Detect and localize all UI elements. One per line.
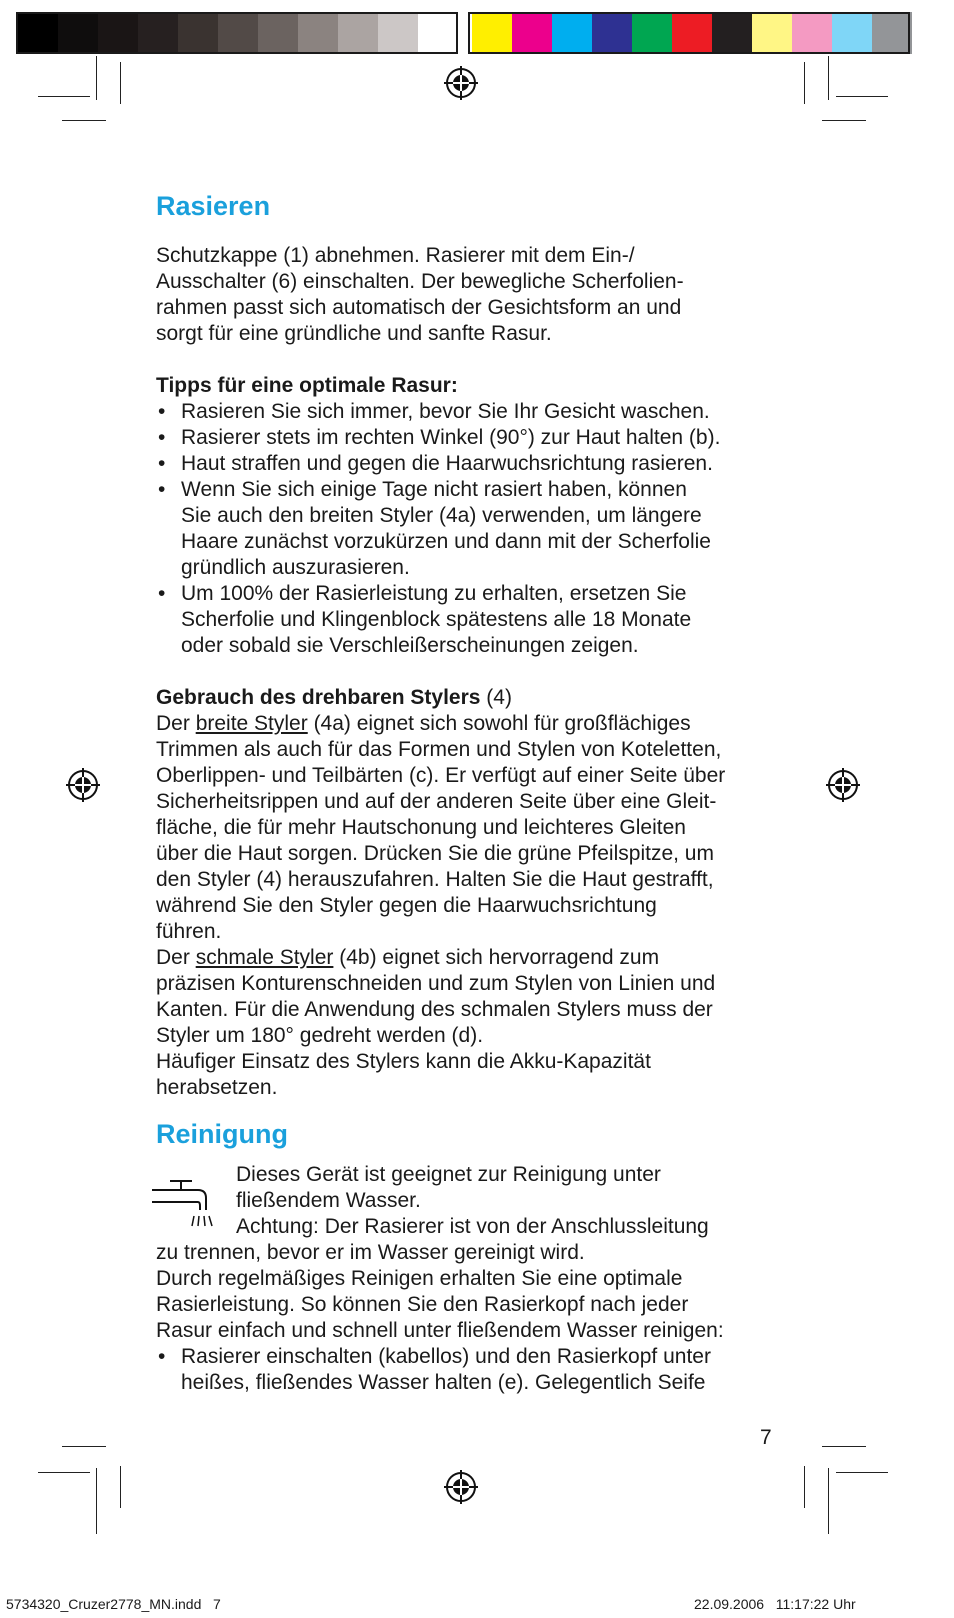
section-title-reinigung: Reinigung bbox=[156, 1119, 288, 1149]
color-swatch bbox=[472, 12, 512, 54]
color-swatch bbox=[552, 12, 592, 54]
text-line: Rasur einfach und schnell unter fließendem Wasser reinigen: bbox=[156, 1319, 724, 1342]
color-swatch bbox=[592, 12, 632, 54]
registration-mark-icon bbox=[66, 768, 100, 802]
styler-paragraph-wide: Der breite Styler (4a) eignet sich sowohl für großflächiges Trimmen als auch für das Formen und Stylen von Koteletten, Oberlippen- und Teilbärten (c). Er verfügt auf einer Seite über Sicherheitsrippen und auf der anderen Seite über eine Gleit- fläche, die für mehr Hautschonung und leichteres Gleiten über die Haut sorgen. Drücken Sie die grüne Pfeilspitze, um den Styler (4) herauszufahren. Halten Sie die Haut gestrafft, während Sie den Styler gegen die Haarwuchsrichtung führen. bbox=[156, 712, 726, 943]
registration-mark-icon bbox=[826, 768, 860, 802]
footer-filename: 5734320_Cruzer2778_MN.indd 7 bbox=[6, 1596, 221, 1612]
color-swatch bbox=[378, 12, 418, 54]
text-line: zu trennen, bevor er im Wasser gereinigt wird. bbox=[156, 1241, 585, 1264]
color-swatch bbox=[18, 12, 58, 54]
color-swatch bbox=[98, 12, 138, 54]
list-item: • Wenn Sie sich einige Tage nicht rasiert haben, können Sie auch den breiten Styler (4a) verwenden, um längere Haare zunächst vorzukürzen und dann mit der Scherfolie gründlich auszurasieren. bbox=[156, 477, 796, 581]
color-swatch bbox=[138, 12, 178, 54]
color-swatch bbox=[512, 12, 552, 54]
text-line: Ausschalter (6) einschalten. Der bewegliche Scherfolien- bbox=[156, 270, 684, 293]
color-swatch bbox=[418, 12, 458, 54]
tips-list bbox=[156, 399, 796, 659]
text-line: Durch regelmäßiges Reinigen erhalten Sie eine optimale bbox=[156, 1267, 683, 1290]
registration-mark-icon bbox=[444, 1470, 478, 1504]
color-swatch bbox=[338, 12, 378, 54]
color-swatch bbox=[258, 12, 298, 54]
text-line: Rasierleistung. So können Sie den Rasierkopf nach jeder bbox=[156, 1293, 689, 1316]
term-schmale-styler: schmale Styler bbox=[195, 946, 334, 969]
color-swatch bbox=[832, 12, 872, 54]
color-swatch bbox=[752, 12, 792, 54]
text-line: rahmen passt sich automatisch der Gesichtsform an und bbox=[156, 296, 682, 319]
color-swatch bbox=[298, 12, 338, 54]
list-item: • Rasieren Sie sich immer, bevor Sie Ihr Gesicht waschen. bbox=[156, 399, 796, 425]
indented-paragraph: Dieses Gerät ist geeignet zur Reinigung unter fließendem Wasser. Achtung: Der Rasierer ist von der Anschlussleitung bbox=[236, 1163, 709, 1238]
text-line: sorgt für eine gründliche und sanfte Rasur. bbox=[156, 322, 552, 345]
color-swatch bbox=[872, 12, 912, 54]
color-swatch bbox=[178, 12, 218, 54]
styler-paragraph-narrow: Der schmale Styler (4b) eignet sich hervorragend zum präzisen Konturenschneiden und zum Stylen von Linien und Kanten. Für die Anwendung des schmalen Stylers muss der Styler um 180° gedreht werden (d). Häufiger Einsatz des Stylers kann die Akku-Kapazität herabsetzen. bbox=[156, 946, 716, 1099]
section-reinigung-body bbox=[156, 1162, 796, 1396]
process-color-bar bbox=[472, 12, 912, 54]
list-item: • Um 100% der Rasierleistung zu erhalten, ersetzen Sie Scherfolie und Klingenblock spätestens alle 18 Monate oder sobald sie Verschleißerscheinungen zeigen. bbox=[156, 581, 796, 659]
registration-mark-icon bbox=[444, 66, 478, 100]
color-swatch bbox=[712, 12, 752, 54]
intro-paragraph bbox=[156, 243, 796, 347]
cleaning-list bbox=[156, 1344, 796, 1396]
color-swatch bbox=[632, 12, 672, 54]
list-item: • Rasierer stets im rechten Winkel (90°) zur Haut halten (b). bbox=[156, 425, 796, 451]
term-breite-styler: breite Styler bbox=[195, 712, 308, 735]
color-swatch bbox=[58, 12, 98, 54]
list-item: • Haut straffen und gegen die Haarwuchsrichtung rasieren. bbox=[156, 451, 796, 477]
grayscale-color-bar bbox=[18, 12, 458, 54]
tips-heading: Tipps für eine optimale Rasur: bbox=[156, 374, 458, 397]
styler-heading: Gebrauch des drehbaren Stylers (4) bbox=[156, 686, 512, 709]
list-item: • Rasierer einschalten (kabellos) und den Rasierkopf unter heißes, fließendes Wasser halten (e). Gelegentlich Seife bbox=[156, 1344, 796, 1396]
color-swatch bbox=[792, 12, 832, 54]
color-swatch bbox=[218, 12, 258, 54]
footer-timestamp: 22.09.2006 11:17:22 Uhr bbox=[694, 1596, 856, 1612]
page-number: 7 bbox=[760, 1426, 772, 1449]
section-title-rasieren: Rasieren bbox=[156, 191, 271, 221]
color-swatch bbox=[672, 12, 712, 54]
text-line: Schutzkappe (1) abnehmen. Rasierer mit dem Ein-/ bbox=[156, 244, 635, 267]
section-rasieren-body bbox=[156, 243, 796, 1101]
